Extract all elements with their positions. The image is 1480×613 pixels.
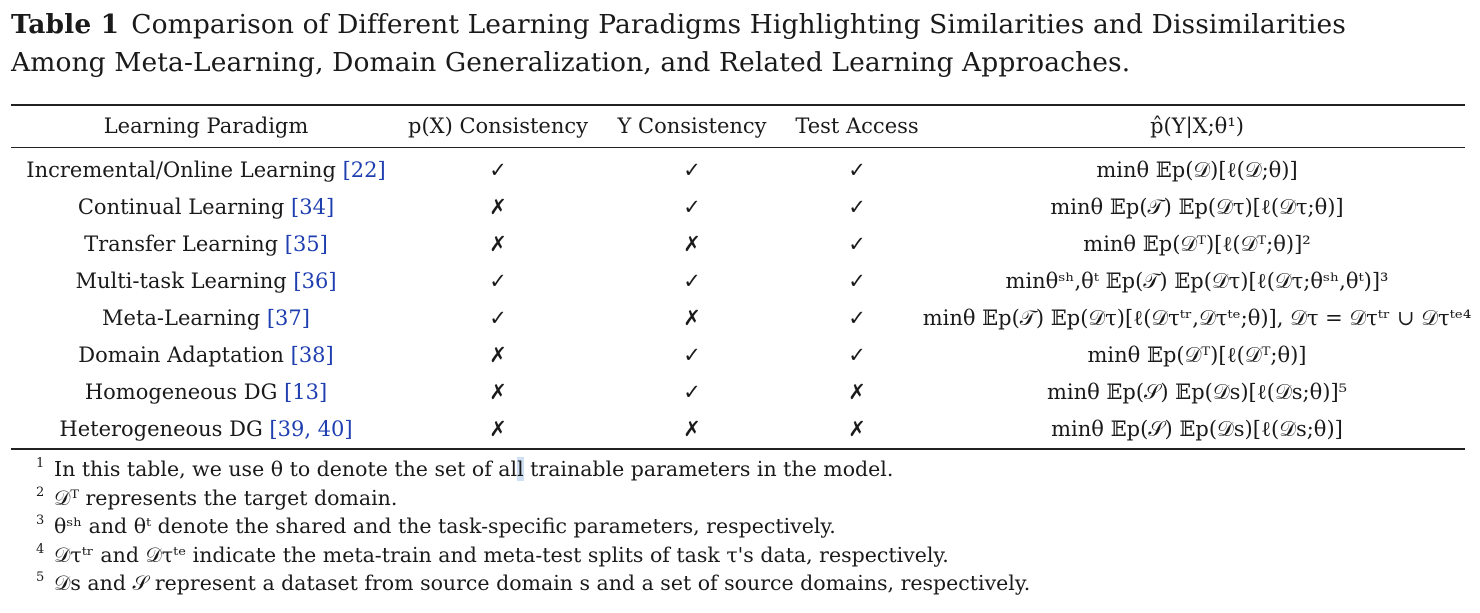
header-test-access: Test Access	[795, 114, 919, 138]
y-consistency-mark: ✗	[683, 417, 701, 441]
citation-link[interactable]: [36]	[293, 269, 337, 293]
paradigm-label: Heterogeneous DG	[59, 417, 270, 441]
citation-link[interactable]: [37]	[266, 306, 310, 330]
footnote-text: 𝒟τᵗʳ and 𝒟τᵗᵉ indicate the meta-train and meta-test splits of task τ's data, respectively.	[54, 542, 949, 567]
y-consistency-mark: ✓	[683, 380, 701, 404]
footnote-number: 4	[36, 541, 45, 557]
citation-link[interactable]: [38]	[290, 343, 334, 367]
caption-line-2: Among Meta-Learning, Domain Generalization, and Related Learning Approaches.	[11, 47, 1131, 78]
bottom-rule	[11, 448, 1465, 450]
footnote	[36, 455, 1456, 484]
paradigm-label: Multi-task Learning	[75, 269, 294, 293]
px-consistency-mark: ✓	[489, 269, 507, 293]
row-paradigm-name	[59, 415, 352, 443]
row-paradigm-name	[102, 304, 310, 332]
test-access-mark: ✓	[848, 269, 866, 293]
y-consistency-mark: ✗	[683, 232, 701, 256]
paradigm-label: Meta-Learning	[102, 306, 267, 330]
y-consistency-mark: ✓	[683, 343, 701, 367]
row-paradigm-name	[26, 156, 385, 184]
footnote-number: 1	[36, 456, 45, 471]
px-consistency-mark: ✗	[489, 417, 507, 441]
citation-link[interactable]: [22]	[342, 158, 386, 182]
header-learning-paradigm: Learning Paradigm	[103, 114, 309, 138]
px-consistency-mark: ✓	[489, 306, 507, 330]
test-access-mark: ✓	[848, 306, 866, 330]
objective-formula: minθ 𝔼p(𝒮) 𝔼p(𝒟s)[ℓ(𝒟s;θ)]	[1051, 417, 1343, 441]
header-y-consistency: Y Consistency	[617, 114, 767, 138]
test-access-mark: ✓	[848, 232, 866, 256]
header-objective: p̂(Y|X;θ¹)	[1150, 114, 1244, 138]
paradigm-label: Incremental/Online Learning	[26, 158, 343, 182]
table-caption	[11, 6, 1471, 82]
caption-text-1: Comparison of Different Learning Paradigms Highlighting Similarities and Dissimilarities	[131, 9, 1346, 40]
objective-formula: minθ 𝔼p(𝒮) 𝔼p(𝒟s)[ℓ(𝒟s;θ)]⁵	[1046, 380, 1348, 404]
citation-link[interactable]: [13]	[284, 380, 328, 404]
row-paradigm-name	[84, 230, 328, 258]
y-consistency-mark: ✓	[683, 158, 701, 182]
test-access-mark: ✓	[848, 195, 866, 219]
y-consistency-mark: ✓	[683, 269, 701, 293]
footnote-number: 3	[36, 513, 45, 528]
px-consistency-mark: ✗	[489, 195, 507, 219]
row-paradigm-name	[78, 193, 334, 221]
footnote	[36, 512, 1456, 541]
top-rule	[11, 104, 1465, 106]
footnote-text: 𝒟s and 𝒮 represent a dataset from source domain s and a set of source domains, respectively.	[54, 571, 1031, 595]
footnote-text: 𝒟ᵀ represents the target domain.	[54, 485, 398, 510]
citation-link[interactable]: [39, 40]	[269, 417, 353, 441]
test-access-mark: ✓	[848, 158, 866, 182]
footnote-text: θˢʰ and θᵗ denote the shared and the task-specific parameters, respectively.	[54, 514, 836, 538]
px-consistency-mark: ✗	[489, 343, 507, 367]
paradigm-label: Transfer Learning	[84, 232, 285, 256]
objective-formula: minθ 𝔼p(𝒟ᵀ)[ℓ(𝒟ᵀ;θ)]²	[1083, 232, 1311, 256]
footnotes	[36, 455, 1456, 598]
objective-formula: minθ 𝔼p(𝒯) 𝔼p(𝒟τ)[ℓ(𝒟τᵗʳ,𝒟τᵗᵉ;θ)], 𝒟τ = 𝒟τᵗʳ ∪ 𝒟τᵗᵉ⁴	[922, 306, 1472, 330]
table-label: Table 1	[11, 9, 120, 40]
row-paradigm-name	[85, 378, 327, 406]
caption-line-1	[11, 6, 1471, 44]
row-paradigm-name	[78, 341, 333, 369]
px-consistency-mark: ✓	[489, 158, 507, 182]
test-access-mark: ✗	[848, 380, 866, 404]
objective-formula: minθ 𝔼p(𝒟)[ℓ(𝒟;θ)]	[1096, 158, 1298, 182]
test-access-mark: ✗	[848, 417, 866, 441]
footnote	[36, 541, 1456, 570]
footnote-number: 5	[36, 570, 45, 585]
px-consistency-mark: ✗	[489, 380, 507, 404]
header-px-consistency: p(X) Consistency	[408, 114, 588, 138]
citation-link[interactable]: [35]	[284, 232, 328, 256]
test-access-mark: ✓	[848, 343, 866, 367]
paradigm-label: Homogeneous DG	[84, 380, 285, 404]
y-consistency-mark: ✓	[683, 195, 701, 219]
paradigm-label: Domain Adaptation	[78, 343, 291, 367]
objective-formula: minθˢʰ,θᵗ 𝔼p(𝒯) 𝔼p(𝒟τ)[ℓ(𝒟τ;θˢʰ,θᵗ)]³	[1005, 269, 1389, 293]
objective-formula: minθ 𝔼p(𝒟ᵀ)[ℓ(𝒟ᵀ;θ)]	[1087, 343, 1307, 367]
text-selection-highlight: l	[517, 457, 524, 481]
citation-link[interactable]: [34]	[291, 195, 335, 219]
y-consistency-mark: ✗	[683, 306, 701, 330]
row-paradigm-name	[75, 267, 336, 295]
px-consistency-mark: ✗	[489, 232, 507, 256]
objective-formula: minθ 𝔼p(𝒯) 𝔼p(𝒟τ)[ℓ(𝒟τ;θ)]	[1050, 195, 1344, 219]
footnote-text: In this table, we use θ to denote the set of all trainable parameters in the model.	[54, 457, 894, 481]
footnote-number: 2	[36, 484, 45, 500]
footnote	[36, 569, 1456, 598]
paradigm-label: Continual Learning	[77, 195, 292, 219]
header-rule	[11, 147, 1465, 148]
footnote	[36, 484, 1456, 513]
